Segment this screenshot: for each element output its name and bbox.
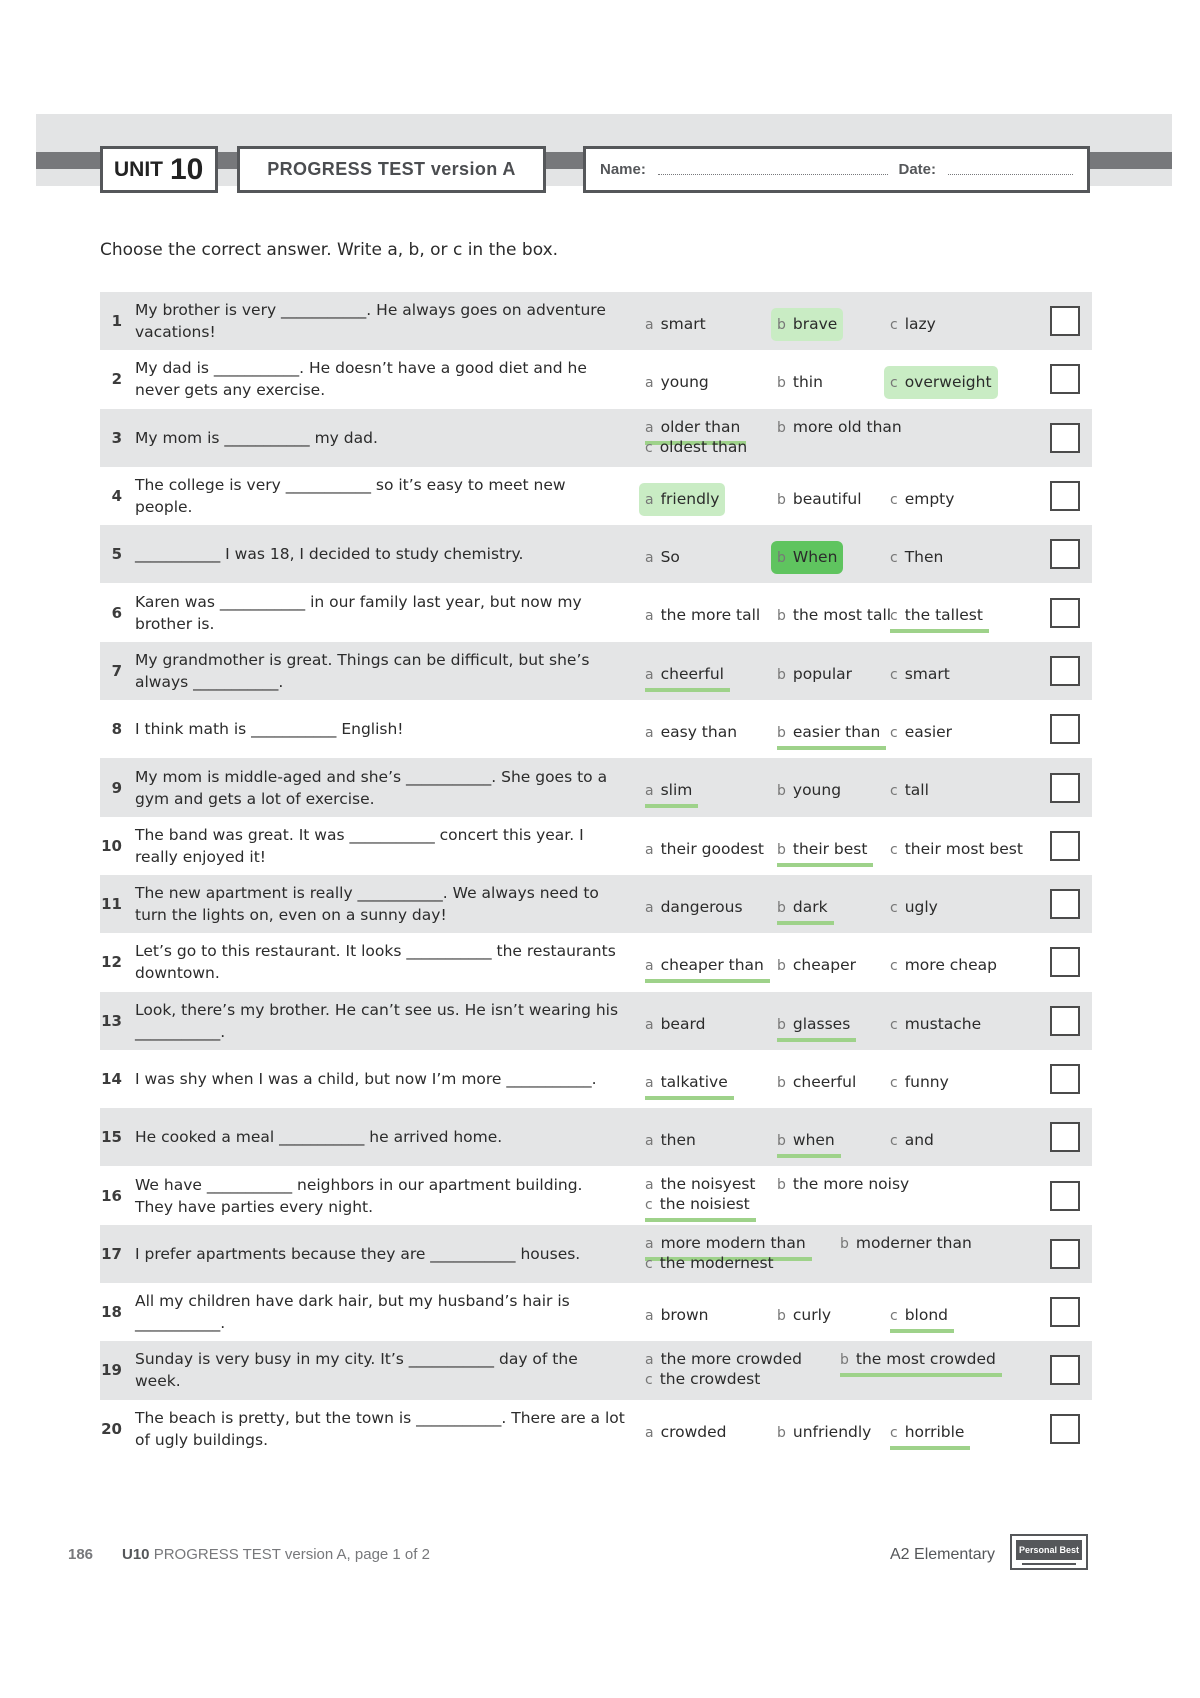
answer-box[interactable] (1050, 481, 1080, 511)
option-letter: b (777, 666, 786, 683)
option-b[interactable] (777, 1174, 909, 1195)
question-row (100, 1108, 1092, 1166)
option-letter: b (777, 1133, 786, 1150)
question-text: My brother is very ___________. He always goes on adventure vacations! (135, 301, 606, 342)
answer-box[interactable] (1050, 364, 1080, 394)
option-letter: c (890, 899, 898, 916)
option-label: the tallest (904, 606, 983, 625)
answer-box[interactable] (1050, 1414, 1080, 1444)
option-letter: c (890, 1308, 898, 1325)
option-letter: b (777, 1016, 786, 1033)
question-number: 15 (101, 1128, 122, 1147)
answer-box[interactable] (1050, 1181, 1080, 1211)
level-label: A2 Elementary (890, 1546, 995, 1563)
date-field[interactable] (948, 172, 1073, 175)
option-label: easier than (792, 723, 881, 742)
question-number: 3 (111, 428, 122, 447)
option-label: young (660, 373, 709, 392)
question-number: 18 (101, 1303, 122, 1322)
option-label: ugly (904, 897, 938, 916)
option-b[interactable] (777, 1072, 856, 1093)
option-letter: c (890, 725, 898, 742)
option-label: overweight (904, 373, 992, 392)
option-label: the crowdest (659, 1370, 761, 1389)
option-c[interactable] (890, 955, 997, 976)
option-b[interactable] (777, 664, 852, 685)
unit-code: U10 (122, 1546, 150, 1563)
question-text: We have ___________ neighbors in our apartment building. They have parties every night. (135, 1175, 583, 1216)
option-b[interactable] (777, 1305, 831, 1326)
option-b[interactable] (771, 308, 843, 341)
option-b[interactable] (777, 1422, 871, 1443)
option-letter: b (840, 1235, 849, 1252)
option-letter: a (645, 958, 654, 975)
option-letter: b (777, 317, 786, 333)
option-c[interactable] (645, 437, 747, 458)
option-label: dangerous (660, 897, 743, 916)
option-letter: b (777, 958, 786, 975)
option-letter: c (890, 783, 898, 800)
question-row (100, 1283, 1092, 1341)
option-label: older than (660, 417, 741, 436)
answer-box[interactable] (1050, 539, 1080, 569)
unit-label: UNIT (114, 157, 163, 181)
option-letter: b (777, 899, 786, 916)
name-date-box (583, 146, 1090, 193)
option-label: empty (904, 489, 955, 508)
option-label: smart (904, 664, 950, 683)
answer-box[interactable] (1050, 1239, 1080, 1269)
option-letter: c (890, 1424, 898, 1441)
question-text: Look, there’s my brother. He can’t see us. He isn’t wearing his ___________. (135, 1000, 619, 1041)
option-a[interactable] (639, 483, 725, 516)
question-number: 2 (111, 370, 122, 389)
answer-box[interactable] (1050, 306, 1080, 336)
option-label: the most crowded (855, 1350, 996, 1369)
option-letter: b (777, 608, 786, 625)
option-b[interactable] (777, 1014, 856, 1042)
question-list (100, 292, 1092, 1458)
option-label: blond (904, 1306, 948, 1325)
option-c[interactable] (890, 897, 938, 918)
option-letter: b (777, 1074, 786, 1091)
option-letter: c (890, 491, 898, 508)
option-letter: a (645, 1424, 654, 1441)
option-label: brave (792, 315, 838, 333)
option-letter: a (645, 375, 654, 392)
option-label: the more tall (660, 606, 761, 625)
answer-box[interactable] (1050, 1064, 1080, 1094)
option-a[interactable] (645, 314, 706, 335)
option-a[interactable] (645, 605, 760, 626)
option-label: smart (660, 315, 706, 333)
question-number: 10 (101, 836, 122, 855)
question-row (100, 467, 1092, 525)
question-text: ___________ I was 18, I decided to study chemistry. (135, 545, 524, 564)
question-text: Sunday is very busy in my city. It’s ___________ day of the week. (135, 1350, 578, 1391)
option-label: their goodest (660, 839, 764, 858)
option-c[interactable] (890, 489, 954, 510)
option-c[interactable] (645, 1369, 760, 1390)
option-c[interactable] (884, 366, 998, 399)
question-number: 19 (101, 1361, 122, 1380)
option-letter: b (777, 375, 786, 392)
question-number: 11 (101, 895, 122, 914)
option-letter: a (645, 550, 654, 567)
option-b[interactable] (777, 1130, 841, 1158)
option-letter: b (777, 725, 786, 742)
question-row (100, 817, 1092, 875)
option-label: more modern than (660, 1233, 806, 1252)
option-a[interactable] (645, 839, 764, 860)
option-a[interactable] (645, 780, 698, 808)
answer-box[interactable] (1050, 714, 1080, 744)
option-letter: a (645, 1235, 654, 1252)
option-a[interactable] (645, 1422, 727, 1443)
question-number: 4 (111, 487, 122, 506)
option-c[interactable] (890, 1422, 970, 1450)
question-row (100, 758, 1092, 816)
option-a[interactable] (645, 1305, 708, 1326)
test-title-box (237, 146, 546, 193)
option-c[interactable] (890, 839, 1023, 860)
option-letter: a (645, 491, 654, 508)
option-b[interactable] (777, 372, 823, 393)
question-text: He cooked a meal ___________ he arrived home. (135, 1128, 503, 1147)
answer-box[interactable] (1050, 1122, 1080, 1152)
question-number: 5 (111, 545, 122, 564)
option-label: young (792, 781, 842, 800)
option-label: then (660, 1131, 696, 1150)
option-letter: c (890, 1016, 898, 1033)
option-c[interactable] (890, 1072, 949, 1093)
question-number: 6 (111, 603, 122, 622)
option-a[interactable] (645, 955, 770, 983)
option-a[interactable] (645, 372, 709, 393)
question-number: 17 (101, 1244, 122, 1263)
option-label: easier (904, 723, 953, 742)
option-letter: b (777, 419, 786, 436)
answer-box[interactable] (1050, 656, 1080, 686)
option-label: the noisyest (660, 1175, 756, 1194)
question-text: I was shy when I was a child, but now I’m more ___________. (135, 1070, 597, 1088)
option-label: beard (660, 1014, 706, 1033)
instruction: Choose the correct answer. Write a, b, or c in the box. (100, 240, 559, 260)
question-row (100, 1400, 1092, 1458)
question-row (100, 1050, 1092, 1108)
option-c[interactable] (890, 1014, 981, 1035)
option-letter: a (645, 1133, 654, 1150)
option-label: when (792, 1131, 835, 1150)
option-label: Then (904, 548, 944, 567)
answer-box[interactable] (1050, 947, 1080, 977)
option-c[interactable] (890, 722, 952, 743)
option-label: slim (660, 781, 693, 800)
option-b[interactable] (777, 955, 856, 976)
option-letter: c (890, 550, 898, 567)
option-label: curly (792, 1306, 832, 1325)
question-text: I think math is ___________ English! (135, 720, 404, 739)
question-text: The beach is pretty, but the town is ___________. There are a lot of ugly buildings. (135, 1408, 625, 1449)
option-a[interactable] (645, 1014, 705, 1035)
option-b[interactable] (777, 780, 841, 801)
option-label: cheaper than (660, 956, 764, 975)
question-text: The new apartment is really ___________. We always need to turn the lights on, even on a sunny day! (135, 884, 599, 925)
option-label: horrible (904, 1422, 965, 1441)
option-label: more cheap (904, 956, 997, 975)
question-text: Let’s go to this restaurant. It looks ___________ the restaurants downtown. (135, 942, 616, 983)
question-text: The college is very ___________ so it’s easy to meet new people. (135, 476, 566, 517)
option-a[interactable] (645, 1349, 802, 1370)
option-b[interactable] (840, 1349, 1002, 1377)
option-letter: a (645, 608, 654, 625)
question-text: My dad is ___________. He doesn’t have a good diet and he never gets any exercise. (135, 359, 587, 400)
date-label: Date: (898, 161, 936, 178)
option-label: beautiful (792, 489, 862, 508)
question-number: 13 (101, 1011, 122, 1030)
question-number: 20 (101, 1419, 122, 1438)
option-a[interactable] (645, 1072, 734, 1100)
option-letter: c (645, 1255, 653, 1272)
option-letter: b (840, 1352, 849, 1369)
logo-text: Personal Best (1016, 1540, 1082, 1560)
publisher-logo (1010, 1534, 1088, 1570)
answer-box[interactable] (1050, 889, 1080, 919)
option-letter: b (777, 1308, 786, 1325)
option-c[interactable] (890, 780, 929, 801)
option-letter: a (645, 317, 654, 333)
option-a[interactable] (645, 664, 730, 692)
option-letter: b (777, 1424, 786, 1441)
answer-box[interactable] (1050, 1297, 1080, 1327)
option-label: crowded (660, 1422, 727, 1441)
option-b[interactable] (777, 722, 886, 750)
option-letter: a (645, 725, 654, 742)
unit-number: 10 (170, 152, 204, 186)
option-label: talkative (660, 1072, 728, 1091)
option-letter: c (890, 958, 898, 975)
question-row (100, 292, 1092, 350)
option-label: cheerful (660, 664, 724, 683)
option-label: lazy (904, 315, 936, 333)
question-row (100, 583, 1092, 641)
option-letter: c (890, 375, 898, 392)
option-label: cheaper (792, 956, 857, 975)
option-label: funny (904, 1072, 949, 1091)
question-number: 9 (111, 778, 122, 797)
question-number: 8 (111, 720, 122, 739)
option-letter: c (645, 1372, 653, 1389)
footer-title (122, 1546, 430, 1563)
option-label: tall (904, 781, 929, 800)
question-text: Karen was ___________ in our family last year, but now my brother is. (135, 592, 582, 633)
option-label: oldest than (659, 437, 748, 456)
option-label: thin (792, 373, 823, 392)
question-row (100, 409, 1092, 467)
option-c[interactable] (890, 1130, 934, 1151)
option-label: more old than (792, 417, 902, 436)
option-letter: a (645, 666, 654, 683)
option-a[interactable] (645, 1174, 756, 1195)
option-letter: c (890, 608, 898, 625)
option-label: the most tall (792, 606, 892, 625)
question-number: 12 (101, 953, 122, 972)
question-text: The band was great. It was ___________ concert this year. I really enjoyed it! (135, 825, 584, 866)
option-letter: a (645, 1016, 654, 1033)
question-row (100, 1341, 1092, 1399)
option-a[interactable] (645, 722, 737, 743)
question-text: My grandmother is great. Things can be difficult, but she’s always ___________. (135, 650, 590, 691)
option-letter: a (645, 841, 654, 858)
question-number: 7 (111, 661, 122, 680)
option-c[interactable] (645, 1194, 756, 1222)
test-title: PROGRESS TEST version A (267, 159, 516, 179)
answer-box[interactable] (1050, 598, 1080, 628)
option-letter: c (890, 317, 898, 333)
question-row (100, 642, 1092, 700)
question-row (100, 875, 1092, 933)
name-label: Name: (600, 161, 646, 178)
option-letter: c (645, 1197, 653, 1214)
option-label: their best (792, 839, 868, 858)
option-c[interactable] (890, 605, 989, 633)
question-text: All my children have dark hair, but my husband’s hair is ___________. (135, 1292, 570, 1333)
question-row (100, 992, 1092, 1050)
option-label: brown (660, 1306, 709, 1325)
option-b[interactable] (777, 489, 862, 510)
option-letter: b (777, 841, 786, 858)
option-label: cheerful (792, 1072, 857, 1091)
question-row (100, 1225, 1092, 1283)
option-label: the more noisy (792, 1175, 910, 1194)
unit-badge (100, 146, 218, 193)
question-text: I prefer apartments because they are ___________ houses. (135, 1244, 581, 1263)
option-label: and (904, 1131, 934, 1150)
option-letter: a (645, 783, 654, 800)
option-label: friendly (660, 489, 720, 508)
answer-box[interactable] (1050, 1355, 1080, 1385)
option-letter: b (777, 491, 786, 508)
option-letter: a (645, 899, 654, 916)
option-letter: a (645, 1352, 654, 1369)
question-text: My mom is middle-aged and she’s ___________. She goes to a gym and gets a lot of exercise. (135, 767, 608, 808)
test-info: PROGRESS TEST version A, page 1 of 2 (153, 1546, 430, 1563)
option-label: So (660, 548, 680, 567)
option-letter: a (645, 1074, 654, 1091)
option-letter: a (645, 419, 654, 436)
option-letter: a (645, 1177, 654, 1194)
option-b[interactable] (777, 605, 891, 626)
answer-box[interactable] (1050, 831, 1080, 861)
question-row (100, 350, 1092, 408)
option-c[interactable] (890, 314, 936, 335)
option-letter: c (890, 666, 898, 683)
option-label: dark (792, 897, 828, 916)
answer-box[interactable] (1050, 1006, 1080, 1036)
question-number: 16 (101, 1186, 122, 1205)
option-c[interactable] (890, 1305, 954, 1333)
option-letter: a (645, 1308, 654, 1325)
question-number: 1 (111, 312, 122, 331)
option-letter: b (777, 550, 786, 567)
option-c[interactable] (890, 547, 943, 568)
option-a[interactable] (645, 1130, 696, 1151)
option-label: the modernest (659, 1253, 774, 1272)
option-b[interactable] (777, 839, 873, 867)
option-letter: c (645, 439, 653, 456)
option-b[interactable] (771, 541, 843, 574)
question-row (100, 933, 1092, 991)
question-text: My mom is ___________ my dad. (135, 428, 378, 447)
answer-box[interactable] (1050, 423, 1080, 453)
option-c[interactable] (890, 664, 950, 685)
logo-line (1022, 1563, 1076, 1565)
option-b[interactable] (777, 417, 902, 438)
option-a[interactable] (645, 547, 680, 568)
name-field[interactable] (658, 172, 889, 175)
option-letter: b (777, 1177, 786, 1194)
question-row (100, 700, 1092, 758)
option-label: the more crowded (660, 1350, 802, 1369)
option-label: unfriendly (792, 1422, 872, 1441)
option-label: easy than (660, 723, 738, 742)
option-b[interactable] (840, 1233, 972, 1254)
option-c[interactable] (645, 1253, 774, 1274)
option-label: their most best (904, 839, 1023, 858)
option-label: When (792, 548, 838, 567)
option-label: moderner than (855, 1233, 972, 1252)
option-letter: b (777, 783, 786, 800)
question-row (100, 525, 1092, 583)
question-number: 14 (101, 1070, 122, 1088)
option-letter: c (890, 1074, 898, 1091)
option-label: the noisiest (659, 1195, 750, 1214)
page-number: 186 (68, 1546, 94, 1563)
option-letter: c (890, 1133, 898, 1150)
option-label: popular (792, 664, 853, 683)
option-letter: c (890, 841, 898, 858)
option-label: mustache (904, 1014, 982, 1033)
option-b[interactable] (777, 897, 834, 925)
answer-box[interactable] (1050, 773, 1080, 803)
option-a[interactable] (645, 897, 743, 918)
option-label: glasses (792, 1014, 851, 1033)
question-row (100, 1166, 1092, 1224)
